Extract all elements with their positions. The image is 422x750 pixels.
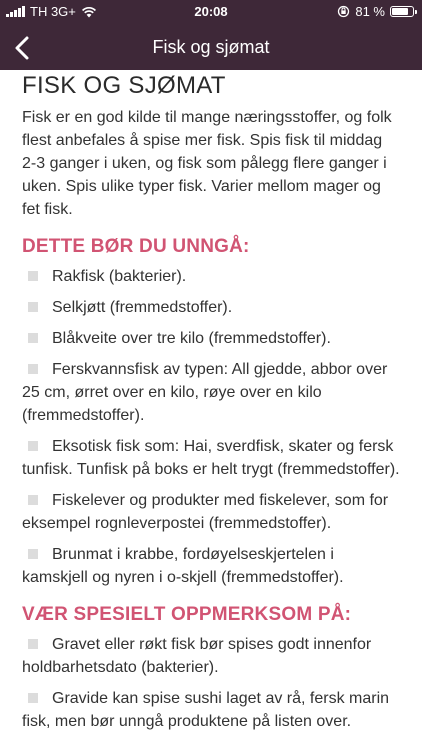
bullet-square-icon: [28, 302, 38, 312]
intro-paragraph: Fisk er en god kilde til mange næringsstoffer, og folk flest anbefales å spise mer fisk. Spis fisk til middag 2-3 ganger i uken, og fisk som pålegg flere ganger i uken. Spis ulike typer fisk. Varier mellom mager og fet fisk.: [22, 109, 392, 218]
nav-bar: [0, 26, 422, 70]
page-title: FISK OG SJØMAT: [22, 72, 226, 99]
status-bar: [0, 0, 422, 24]
battery-percent: 81 %: [355, 4, 385, 19]
list-item: Fiskelever og produkter med fiskelever, som for eksempel rognleverpostei (fremmedstoffer).: [22, 492, 389, 532]
nav-title: Fisk og sjømat: [152, 37, 270, 57]
bullet-square-icon: [28, 333, 38, 343]
avoid-list: [22, 265, 400, 589]
bullet-square-icon: [28, 639, 38, 649]
list-item: Blåkveite over tre kilo (fremmedstoffer).: [22, 327, 400, 350]
list-item: Selkjøtt (fremmedstoffer).: [22, 296, 400, 319]
list-item: Brunmat i krabbe, fordøyelseskjertelen i kamskjell og nyren i o-skjell (fremmedstoffer).: [22, 546, 344, 586]
avoid-heading: DETTE BØR DU UNNGÅ:: [22, 236, 250, 257]
bullet-square-icon: [28, 441, 38, 451]
bullet-square-icon: [28, 549, 38, 559]
article-content[interactable]: [0, 70, 422, 750]
orientation-lock-icon: [337, 5, 350, 18]
battery-icon: [390, 6, 414, 17]
bullet-square-icon: [28, 364, 38, 374]
bullet-square-icon: [28, 495, 38, 505]
list-item: Rakfisk (bakterier).: [22, 265, 400, 288]
list-item: Gravide kan spise sushi laget av rå, fersk marin fisk, men bør unngå produktene på listen over.: [22, 690, 390, 730]
carrier-label: TH 3G+: [30, 4, 76, 19]
list-item: Ferskvannsfisk av typen: All gjedde, abbor over 25 cm, ørret over en kilo, røye over en kilo (fremmedstoffer).: [22, 361, 388, 424]
clock: 20:08: [194, 4, 228, 19]
list-item: Gravet eller røkt fisk bør spises godt innenfor holdbarhetsdato (bakterier).: [22, 636, 372, 676]
caution-list: [22, 633, 400, 733]
caution-heading: VÆR SPESIELT OPPMERKSOM PÅ:: [22, 604, 352, 625]
bullet-square-icon: [28, 693, 38, 703]
app-header: [0, 0, 422, 70]
list-item: Eksotisk fisk som: Hai, sverdfisk, skater og fersk tunfisk. Tunfisk på boks er helt trygt (fremmedstoffer).: [22, 438, 400, 478]
status-right: [337, 4, 414, 19]
bullet-square-icon: [28, 271, 38, 281]
